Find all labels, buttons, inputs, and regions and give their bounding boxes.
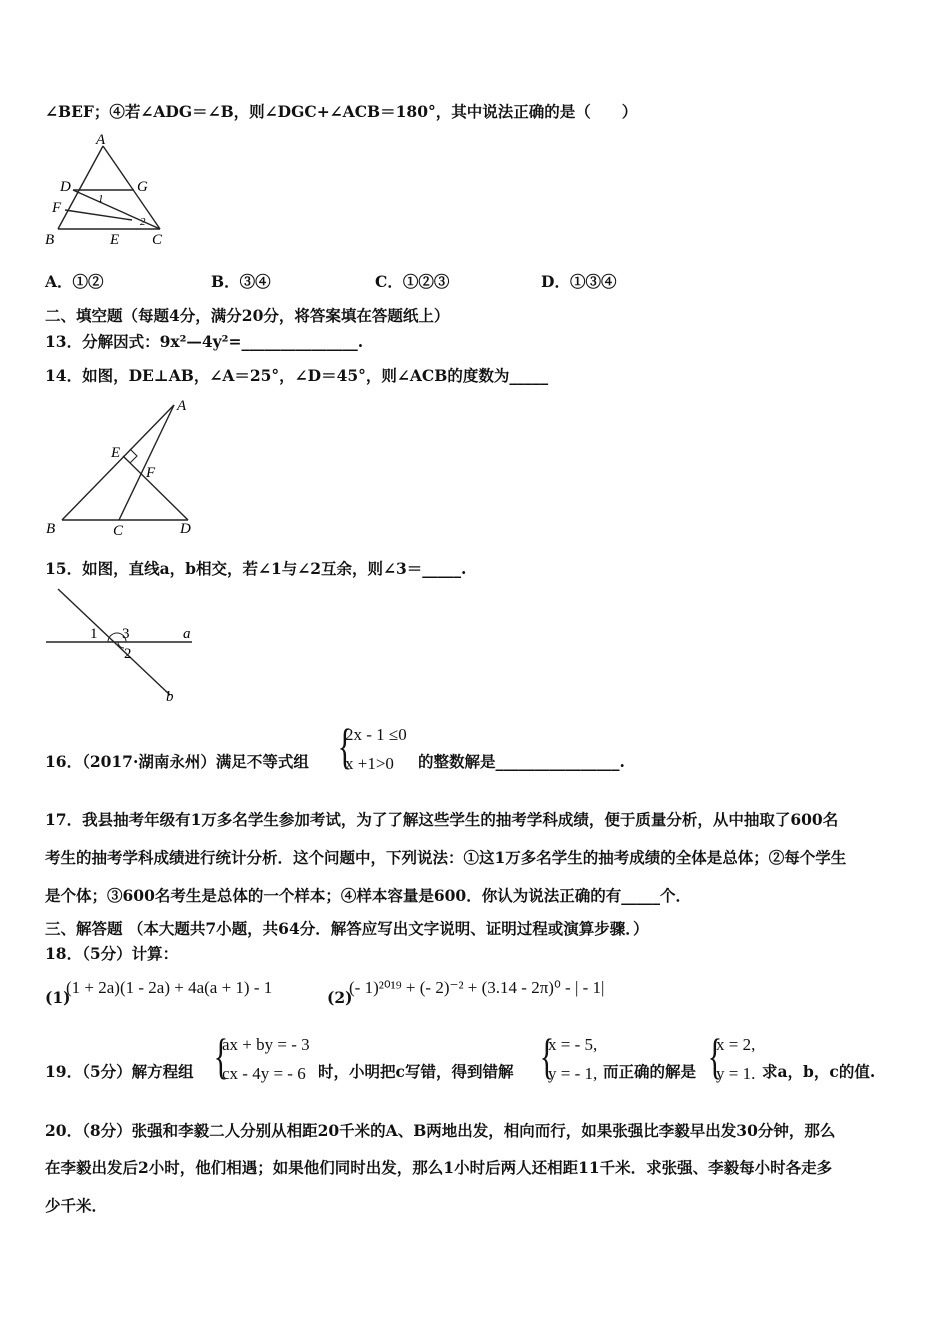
- q19-wrong1: x = - 5,: [548, 1035, 598, 1054]
- q19-right2: y = 1.: [716, 1064, 756, 1083]
- q19-eq1: ax + by = - 3: [222, 1035, 310, 1054]
- q18-part2-label: (2): [327, 988, 353, 1007]
- q12-label-g: G: [137, 179, 148, 195]
- q14-text: 14．如图，DE⊥AB，∠A＝25°，∠D＝45°，则∠ACB的度数为_____: [45, 366, 549, 385]
- q15-label-b: b: [166, 689, 174, 705]
- q20-line1: 20．（8分）张强和李毅二人分别从相距20千米的A、B两地出发，相向而行，如果张强比李毅早出发30分钟，那么: [45, 1121, 836, 1140]
- q14-label-f: F: [146, 465, 156, 481]
- q19-suffix: 求a，b，c的值.: [762, 1062, 876, 1081]
- q12-label-a: A: [96, 132, 106, 148]
- q14-figure: [40, 393, 205, 540]
- q17-line2: 考生的抽考学科成绩进行统计分析．这个问题中，下列说法：①这1万多名学生的抽考成绩的全体是总体；②每个学生: [45, 848, 847, 867]
- q12-option-a[interactable]: A．①②: [45, 272, 104, 291]
- q18-text: 18．（5分）计算：: [45, 944, 179, 963]
- q19-brace-system: {: [213, 1028, 229, 1084]
- q18-part1-label: (1): [45, 988, 71, 1007]
- q19-mid1: 时，小明把c写错，得到错解: [318, 1062, 514, 1081]
- q19-wrong2: y = - 1,: [548, 1064, 598, 1083]
- q12-label-1: 1: [98, 193, 104, 205]
- q12-option-c[interactable]: C．①②③: [375, 272, 450, 291]
- q19-eq2: cx - 4y = - 6: [222, 1064, 306, 1083]
- q19-brace-wrong: {: [539, 1028, 555, 1084]
- q12-label-2: 2: [140, 216, 146, 228]
- section2-heading: 二、填空题（每题4分，满分20分，将答案填在答题纸上）: [45, 306, 450, 325]
- q18-part2-expr: (- 1)²⁰¹⁹ + (- 2)⁻² + (3.14 - 2π)⁰ - | - 1|: [349, 978, 605, 997]
- q13-text: 13．分解因式：9x²—4y²=_______________.: [45, 332, 364, 351]
- q15-text: 15．如图，直线a，b相交，若∠1与∠2互余，则∠3＝_____.: [45, 559, 467, 578]
- q15-label-1: 1: [90, 626, 98, 642]
- q15-label-a: a: [183, 626, 191, 642]
- q12-label-c: C: [152, 232, 163, 248]
- q14-label-c: C: [113, 523, 124, 539]
- q15-figure: [40, 583, 200, 705]
- q12-label-e: E: [110, 232, 120, 248]
- q14-label-b: B: [46, 521, 56, 537]
- q16-ineq1: 2x - 1 ≤0: [345, 725, 407, 744]
- q17-line1: 17．我县抽考年级有1万多名学生参加考试，为了了解这些学生的抽考学科成绩，便于质量分析，从中抽取了600名: [45, 810, 839, 829]
- q12-label-d: D: [60, 179, 71, 195]
- q16-prefix: 16．（2017·湖南永州）满足不等式组: [45, 752, 309, 771]
- q12-triangle-figure: [40, 128, 175, 250]
- q14-label-a: A: [177, 398, 187, 414]
- q20-line2: 在李毅出发后2小时，他们相遇；如果他们同时出发，那么1小时后两人还相距11千米．求张强、李毅每小时各走多: [45, 1158, 833, 1177]
- q18-part1-expr: (1 + 2a)(1 - 2a) + 4a(a + 1) - 1: [66, 978, 273, 997]
- q14-label-e: E: [111, 445, 121, 461]
- section3-heading: 三、解答题 （本大题共7小题，共64分．解答应写出文字说明、证明过程或演算步骤．）: [45, 919, 649, 938]
- q17-line3: 是个体；③600名考生是总体的一个样本；④样本容量是600．你认为说法正确的有_____个．: [45, 886, 691, 905]
- q12-label-b: B: [45, 232, 55, 248]
- q14-label-d: D: [180, 521, 191, 537]
- q19-mid2: 而正确的解是: [603, 1062, 697, 1081]
- q12-tail-text: ∠BEF；④若∠ADG＝∠B，则∠DGC+∠ACB＝180°，其中说法正确的是（ ）: [45, 102, 638, 121]
- q15-label-2: 2: [124, 646, 132, 662]
- q15-label-3: 3: [122, 626, 130, 642]
- q12-option-b[interactable]: B．③④: [211, 272, 271, 291]
- q16-suffix: 的整数解是________________.: [418, 752, 625, 771]
- q20-line3: 少千米．: [45, 1196, 108, 1215]
- q19-prefix: 19．（5分）解方程组: [45, 1062, 194, 1081]
- q12-label-f: F: [52, 200, 62, 216]
- q16-ineq2: x +1>0: [345, 754, 394, 773]
- q19-brace-right: {: [707, 1028, 723, 1084]
- q12-option-d[interactable]: D．①③④: [541, 272, 617, 291]
- q19-right1: x = 2,: [716, 1035, 756, 1054]
- q16-brace: {: [337, 718, 353, 774]
